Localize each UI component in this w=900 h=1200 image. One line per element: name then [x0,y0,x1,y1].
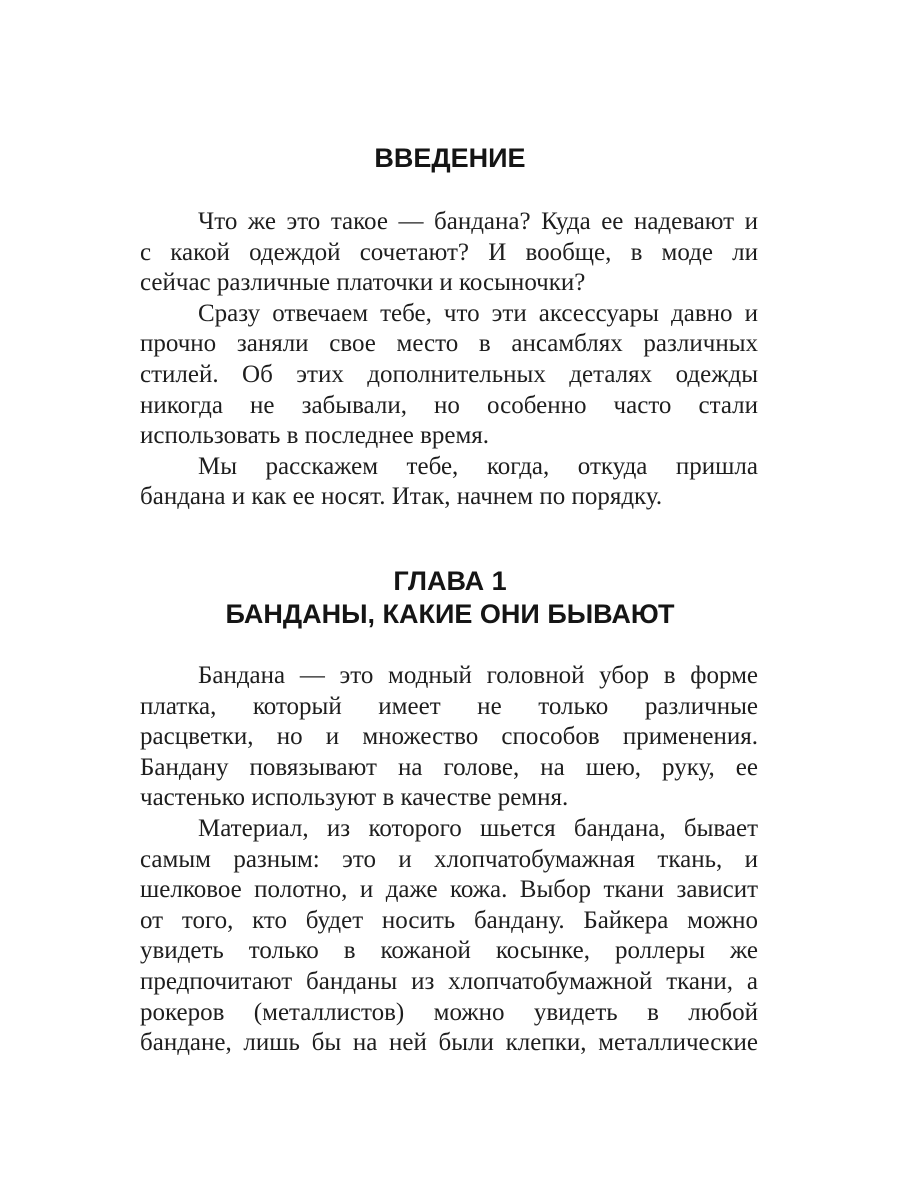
text-line: шелковое полотно, и даже кожа. Выбор ткани зависит [140,876,758,904]
text-line: стилей. Об этих дополнительных деталях одежды [140,360,758,388]
chapter-text [140,661,758,1059]
text-line: сейчас различные платочки и косыночки? [140,269,586,297]
chapter-title: БАНДАНЫ, КАКИЕ ОНИ БЫВАЮТ [225,599,675,629]
text-line: Мы расскажем тебе, когда, откуда пришла [198,452,758,480]
intro-heading: ВВЕДЕНИЕ [374,143,526,173]
chapter-number: ГЛАВА 1 [393,566,507,596]
text-line: с какой одеждой сочетают? И вообще, в моде ли [140,238,758,266]
paragraph [140,452,758,513]
text-line: бандана и как ее носят. Итак, начнем по порядку. [140,483,663,511]
text-line: бандане, лишь бы на ней были клепки, металлические [140,1029,758,1057]
paragraph [140,661,758,814]
text-line: использовать в последнее время. [140,422,490,450]
text-line: Материал, из которого шьется бандана, бывает [198,814,758,842]
text-line: платка, который имеет не только различные [140,692,758,720]
text-line: предпочитают банданы из хлопчатобумажной ткани, а [140,967,758,995]
text-line: от того, кто будет носить бандану. Байкера можно [140,906,758,934]
text-line: Бандану повязывают на голове, на шею, руку, ее [140,753,758,781]
text-line: Бандана — это модный головной убор в форме [198,662,758,689]
paragraph [140,207,758,299]
paragraph [140,814,758,1059]
text-line: прочно заняли свое место в ансамблях различных [140,330,758,358]
text-line: Что же это такое — бандана? Куда ее надевают и [198,208,758,235]
text-line: Сразу отвечаем тебе, что эти аксессуары давно и [198,299,758,327]
text-line: рокеров (металлистов) можно увидеть в любой [140,998,758,1026]
text-line: никогда не забывали, но особенно часто стали [140,391,758,419]
text-line: расцветки, но и множество способов применения. [140,723,758,751]
text-line: частенько используют в качестве ремня. [140,784,569,812]
text-line: увидеть только в кожаной косынке, роллеры же [140,937,758,965]
paragraph [140,299,758,452]
text-line: самым разным: это и хлопчатобумажная ткань, и [140,845,758,873]
intro-text [140,207,758,513]
